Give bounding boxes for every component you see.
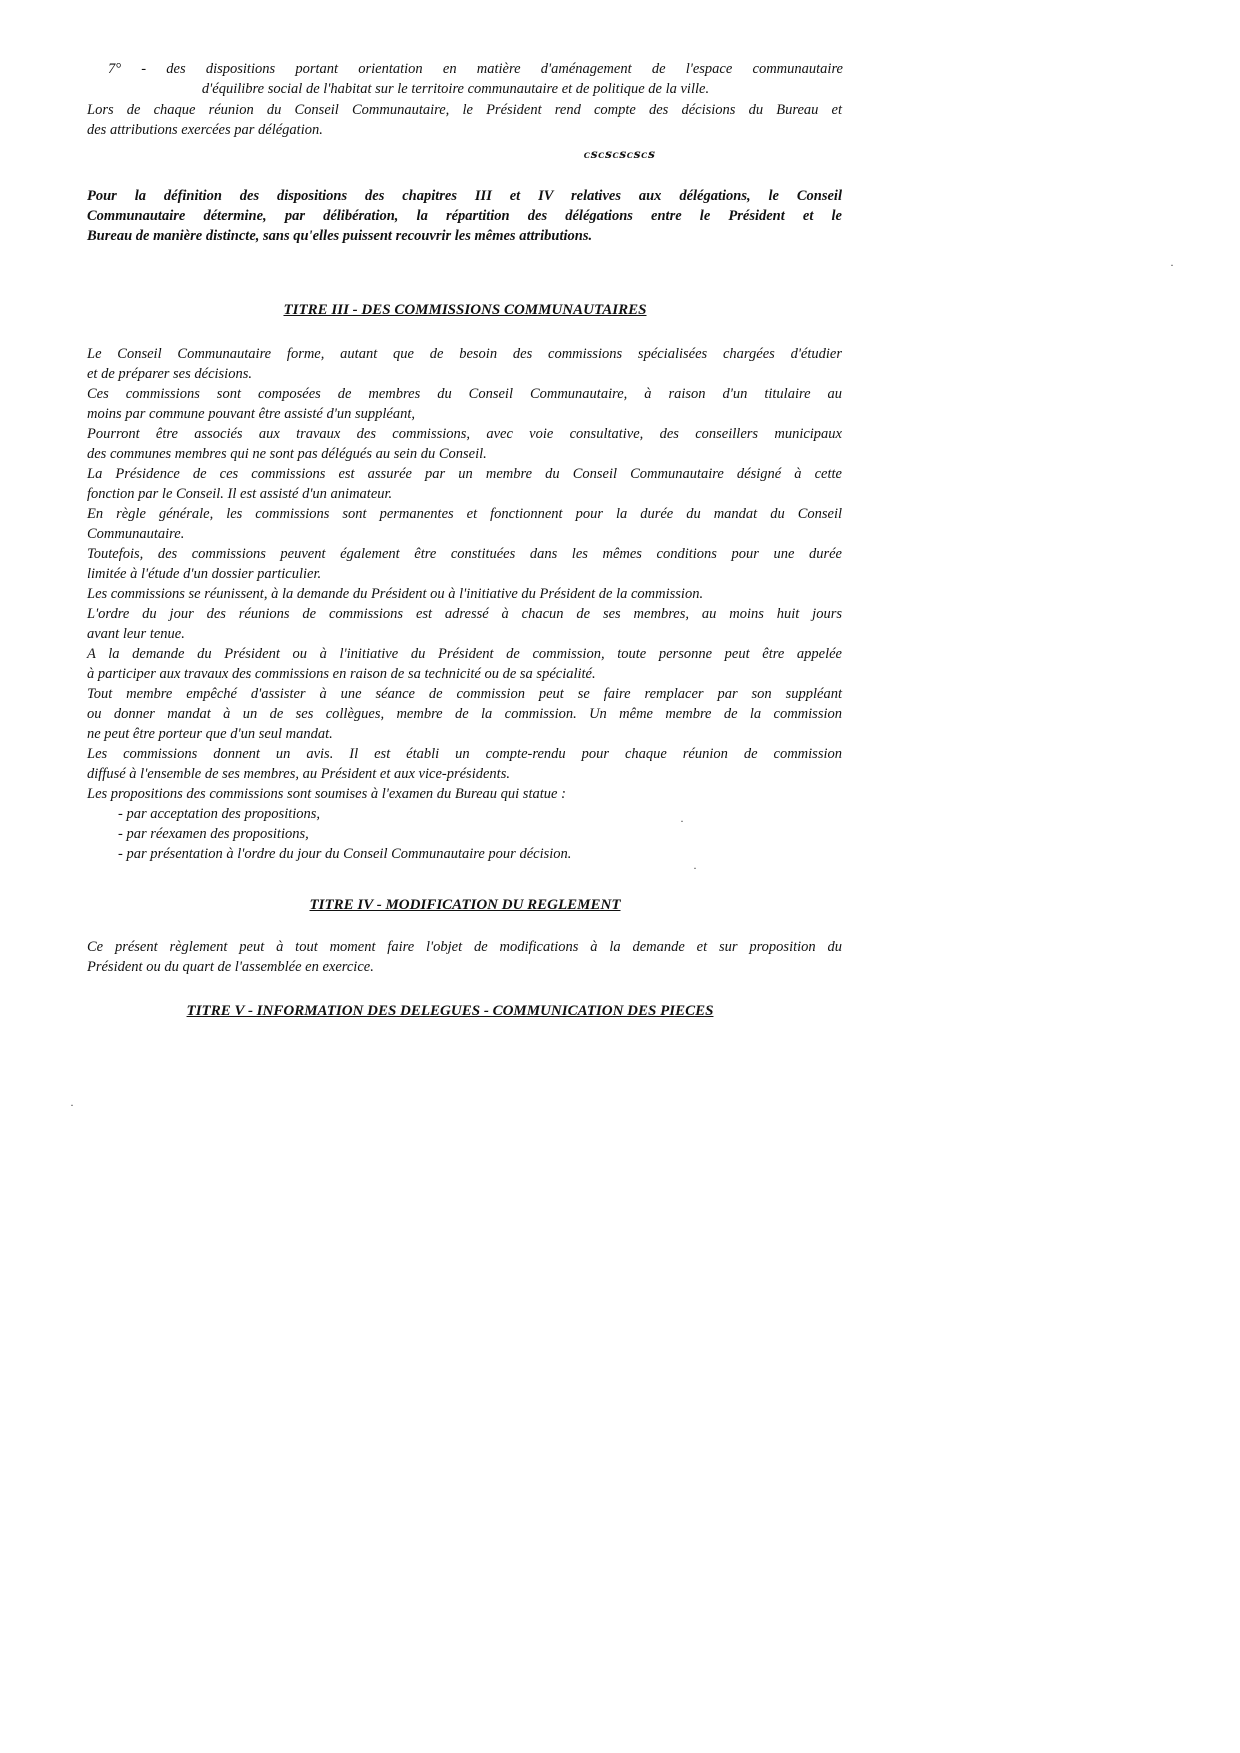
titre-3-line: avant leur tenue. [87, 626, 185, 642]
titre-4-body [87, 937, 842, 977]
delegations-note-line-1: Pour la définition des dispositions des chapitres III et IV relatives aux délégations, le Conseil [87, 188, 842, 204]
titre-3-list-item: - par acceptation des propositions, [118, 806, 321, 822]
item-7-line-2: d'équilibre social de l'habitat sur le territoire communautaire et de politique de la ville. [201, 81, 710, 97]
section-ornament: ᴄꜱᴄꜱᴄꜱᴄꜱᴄꜱ [584, 147, 656, 161]
scan-speck: · [680, 814, 684, 828]
titre-3-line: Les propositions des commissions sont soumises à l'examen du Bureau qui statue : [87, 786, 566, 802]
titre-3-body [87, 344, 842, 864]
delegations-note-line-2: Communautaire détermine, par délibération, la répartition des délégations entre le Président et le [87, 208, 842, 224]
titre-5-heading: TITRE V - INFORMATION DES DELEGUES - COMMUNICATION DES PIECES [186, 1003, 714, 1019]
titre-3-line: Toutefois, des commissions peuvent également être constituées dans les mêmes conditions pour une durée [87, 546, 842, 562]
titre-4-heading: TITRE IV - MODIFICATION DU REGLEMENT [309, 897, 621, 913]
compte-rendu-line-1: Lors de chaque réunion du Conseil Communautaire, le Président rend compte des décisions du Bureau et [87, 102, 842, 118]
titre-4-line-2: Président ou du quart de l'assemblée en exercice. [87, 959, 374, 975]
delegations-note-line-3: Bureau de manière distincte, sans qu'elles puissent recouvrir les mêmes attributions. [87, 228, 593, 244]
titre-3-line: Tout membre empêché d'assister à une séance de commission peut se faire remplacer par son suppléant [87, 686, 842, 702]
titre-3-line: ne peut être porteur que d'un seul mandat. [87, 726, 333, 742]
compte-rendu-line-2: des attributions exercées par délégation. [87, 122, 323, 138]
titre-3-list [87, 804, 842, 864]
titre-3-line: des communes membres qui ne sont pas délégués au sein du Conseil. [87, 446, 487, 462]
titre-3-line: et de préparer ses décisions. [87, 366, 252, 382]
titre-3-list-item: - par présentation à l'ordre du jour du Conseil Communautaire pour décision. [118, 846, 572, 862]
titre-3-line: moins par commune pouvant être assisté d'un suppléant, [87, 406, 415, 422]
titre-3-line: Ces commissions sont composées de membres du Conseil Communautaire, à raison d'un titulaire au [87, 386, 842, 402]
compte-rendu-paragraph [87, 100, 842, 140]
scan-speck: · [693, 861, 697, 875]
item-7-line-1: 7° - des dispositions portant orientation en matière d'aménagement de l'espace communautaire [108, 61, 843, 77]
titre-4-line-1: Ce présent règlement peut à tout moment faire l'objet de modifications à la demande et sur proposition du [87, 939, 842, 955]
titre-3-line: Les commissions donnent un avis. Il est établi un compte-rendu pour chaque réunion de commission [87, 746, 842, 762]
delegations-note [87, 186, 842, 246]
titre-3-line: Communautaire. [87, 526, 185, 542]
titre-3-line: En règle générale, les commissions sont permanentes et fonctionnent pour la durée du mandat du Conseil [87, 506, 842, 522]
scan-speck: · [70, 1098, 74, 1112]
scan-speck: · [1170, 258, 1174, 272]
titre-3-line: diffusé à l'ensemble de ses membres, au Président et aux vice-présidents. [87, 766, 510, 782]
titre-3-line: à participer aux travaux des commissions en raison de sa technicité ou de sa spécialité. [87, 666, 596, 682]
titre-3-lines [87, 344, 842, 804]
titre-3-line: A la demande du Président ou à l'initiative du Président de commission, toute personne peut être appelée [87, 646, 842, 662]
titre-3-line: L'ordre du jour des réunions de commissions est adressé à chacun de ses membres, au moins huit jours [87, 606, 842, 622]
titre-3-line: La Présidence de ces commissions est assurée par un membre du Conseil Communautaire désigné à cette [87, 466, 842, 482]
titre-3-line: Le Conseil Communautaire forme, autant que de besoin des commissions spécialisées chargées d'étudier [87, 346, 842, 362]
titre-3-line: fonction par le Conseil. Il est assisté d'un animateur. [87, 486, 393, 502]
item-7 [108, 59, 843, 99]
titre-3-line: limitée à l'étude d'un dossier particulier. [87, 566, 322, 582]
titre-3-heading: TITRE III - DES COMMISSIONS COMMUNAUTAIRES [283, 302, 647, 318]
titre-3-line: Pourront être associés aux travaux des commissions, avec voie consultative, des conseillers municipaux [87, 426, 842, 442]
titre-3-line: ou donner mandat à un de ses collègues, membre de la commission. Un même membre de la commission [87, 706, 842, 722]
titre-3-list-item: - par réexamen des propositions, [118, 826, 309, 842]
titre-3-line: Les commissions se réunissent, à la demande du Président ou à l'initiative du Président de la commission. [87, 586, 704, 602]
